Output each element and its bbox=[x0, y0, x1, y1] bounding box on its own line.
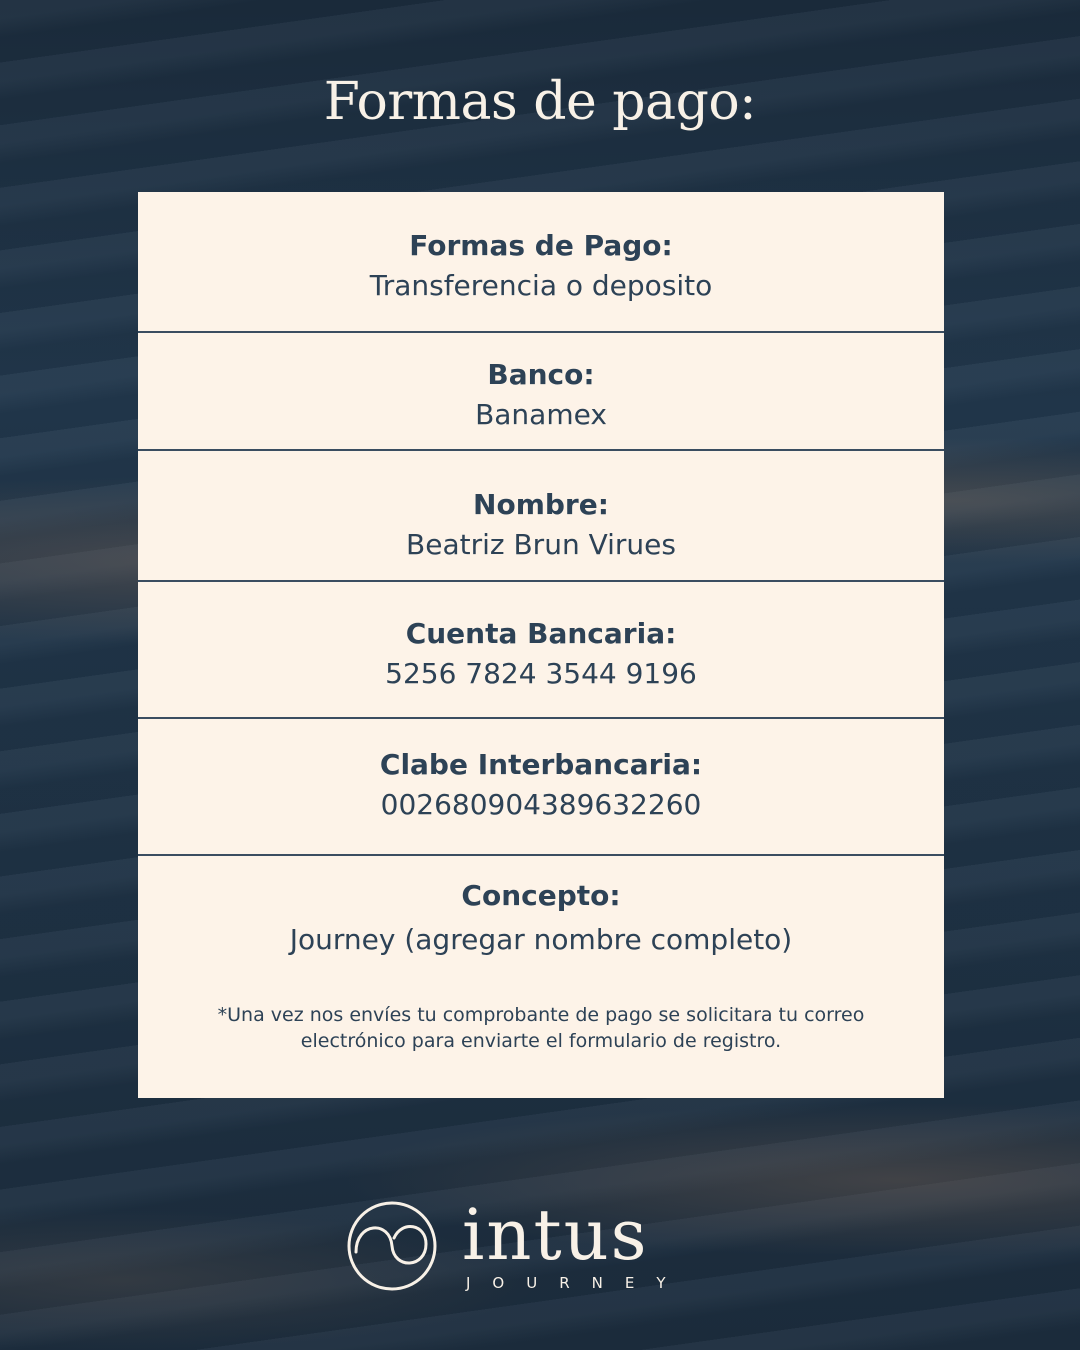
payment-method-row bbox=[138, 226, 944, 306]
name-value: Beatriz Brun Virues bbox=[406, 528, 676, 561]
clabe-value: 002680904389632260 bbox=[380, 788, 702, 821]
divider bbox=[138, 449, 944, 451]
payment-method-label: Formas de Pago: bbox=[409, 229, 673, 262]
bank-label: Banco: bbox=[487, 358, 595, 391]
bank-account-value: 5256 7824 3544 9196 bbox=[385, 657, 697, 690]
payment-info-card bbox=[138, 192, 944, 1098]
divider bbox=[138, 331, 944, 333]
divider bbox=[138, 854, 944, 856]
name-row bbox=[138, 485, 944, 565]
brand-name: intus bbox=[462, 1194, 649, 1276]
name-label: Nombre: bbox=[473, 488, 609, 521]
bank-account-label: Cuenta Bancaria: bbox=[405, 617, 677, 650]
bank-value: Banamex bbox=[475, 398, 607, 431]
payment-method-value: Transferencia o deposito bbox=[369, 269, 713, 302]
concept-label: Concepto: bbox=[461, 879, 621, 912]
brand-logo bbox=[346, 1194, 688, 1300]
clabe-label: Clabe Interbancaria: bbox=[379, 748, 703, 781]
bank-row bbox=[138, 355, 944, 435]
concept-row bbox=[138, 876, 944, 960]
intus-circle-logo-icon bbox=[346, 1200, 438, 1296]
footnote: *Una vez nos envíes tu comprobante de pago se solicitara tu correo electrónico para enviarte el formulario de registro. bbox=[217, 1004, 865, 1052]
bank-account-row bbox=[138, 614, 944, 694]
page-title: Formas de pago: bbox=[323, 72, 757, 132]
clabe-row bbox=[138, 745, 944, 825]
divider bbox=[138, 717, 944, 719]
brand-subtitle: JOURNEY bbox=[466, 1274, 688, 1292]
divider bbox=[138, 580, 944, 582]
concept-value: Journey (agregar nombre completo) bbox=[289, 923, 793, 956]
